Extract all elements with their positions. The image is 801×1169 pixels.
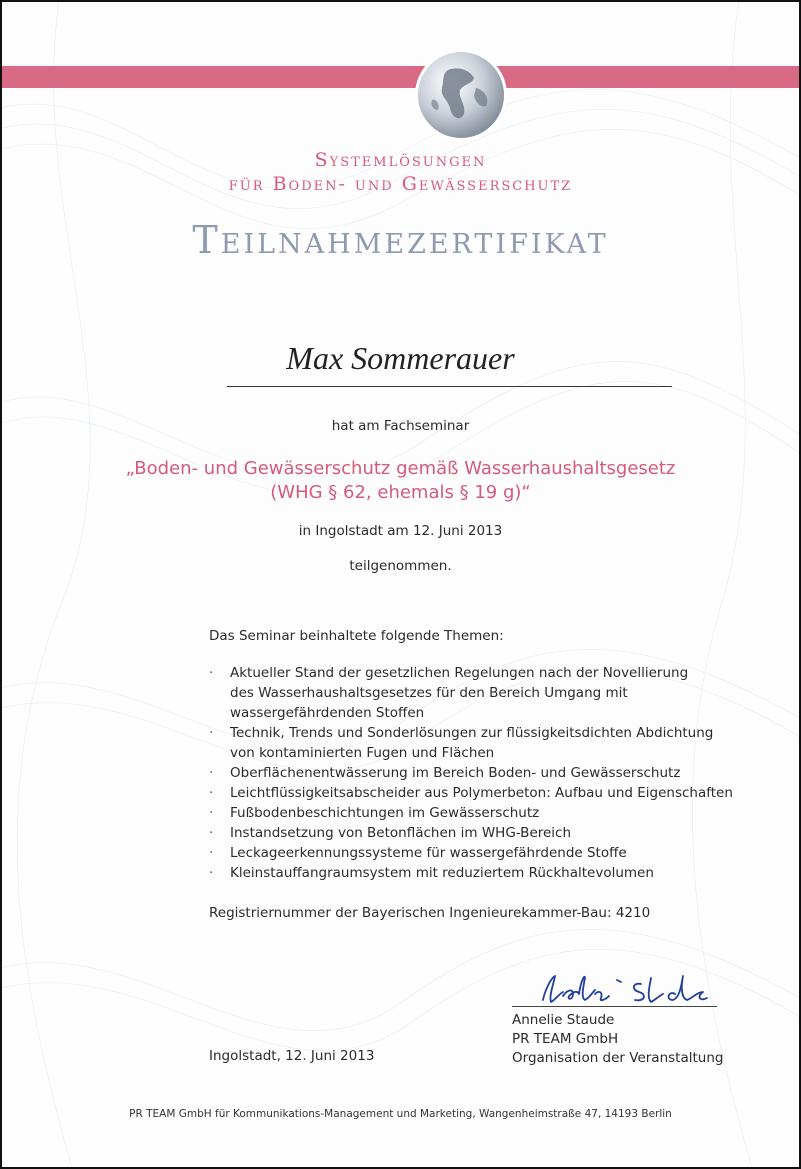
bullet-dot-icon: · (209, 805, 214, 821)
signer-name: Annelie Staude (512, 1012, 615, 1028)
handwritten-signature (537, 970, 727, 1010)
list-item: · Leckageerkennungssysteme für wassergefährdende Stoffe (209, 845, 627, 861)
place-date-text: in Ingolstadt am 12. Juni 2013 (298, 523, 503, 539)
bullet-dot-icon: · (209, 825, 214, 841)
bullet-dot-icon: · (209, 865, 214, 881)
issue-place-date: Ingolstadt, 12. Juni 2013 (209, 1048, 375, 1064)
certificate-title: Teilnahmezertifikat (192, 218, 609, 262)
signature-line (512, 1006, 717, 1007)
seminar-title-line-1: „Boden- und Gewässerschutz gemäß Wasserhaushaltsgesetz (125, 458, 676, 479)
participant-name: Max Sommerauer (286, 340, 515, 376)
footer-address: PR TEAM GmbH für Kommunikations-Management und Marketing, Wangenheimstraße 47, 14193 Berlin (129, 1108, 672, 1120)
signer-block (512, 1011, 723, 1068)
list-item: · Aktueller Stand der gesetzlichen Regelungen nach der Novellierung des Wasserhaushaltsgesetzes für den Bereich Umgang mit wassergefährdenden Stoffen (209, 665, 689, 721)
bullet-dot-icon: · (209, 665, 214, 681)
signer-company: PR TEAM GmbH (512, 1031, 619, 1047)
globe-icon (414, 48, 508, 142)
list-item: · Kleinstauffangraumsystem mit reduziertem Rückhaltevolumen (209, 865, 654, 881)
participated-text: teilgenommen. (349, 558, 452, 574)
list-item: · Instandsetzung von Betonflächen im WHG-Bereich (209, 825, 572, 841)
bullet-dot-icon: · (209, 785, 214, 801)
header-band (2, 66, 799, 88)
list-item: · Oberflächenentwässerung im Bereich Boden- und Gewässerschutz (209, 765, 681, 781)
header-line-2: für Boden- und Gewässerschutz (228, 173, 573, 195)
list-item: · Fußbodenbeschichtungen im Gewässerschutz (209, 805, 540, 821)
header-line-1: Systemlösungen (314, 149, 487, 171)
registration-number: Registriernummer der Bayerischen Ingenieurekammer-Bau: 4210 (209, 905, 651, 921)
seminar-title-line-2: (WHG § 62, ehemals § 19 g)“ (270, 482, 531, 503)
intro-text: hat am Fachseminar (331, 418, 470, 434)
bullet-dot-icon: · (209, 725, 214, 741)
bullet-dot-icon: · (209, 845, 214, 861)
topics-intro: Das Seminar beinhaltete folgende Themen: (209, 628, 504, 644)
topics-list (209, 663, 749, 883)
list-item: · Technik, Trends und Sonderlösungen zur flüssigkeitsdichten Abdichtung von kontaminierten Fugen und Flächen (209, 725, 714, 761)
signer-role: Organisation der Veranstaltung (512, 1050, 724, 1066)
name-underline (227, 386, 672, 387)
list-item: · Leichtflüssigkeitsabscheider aus Polymerbeton: Aufbau und Eigenschaften (209, 785, 733, 801)
bullet-dot-icon: · (209, 765, 214, 781)
